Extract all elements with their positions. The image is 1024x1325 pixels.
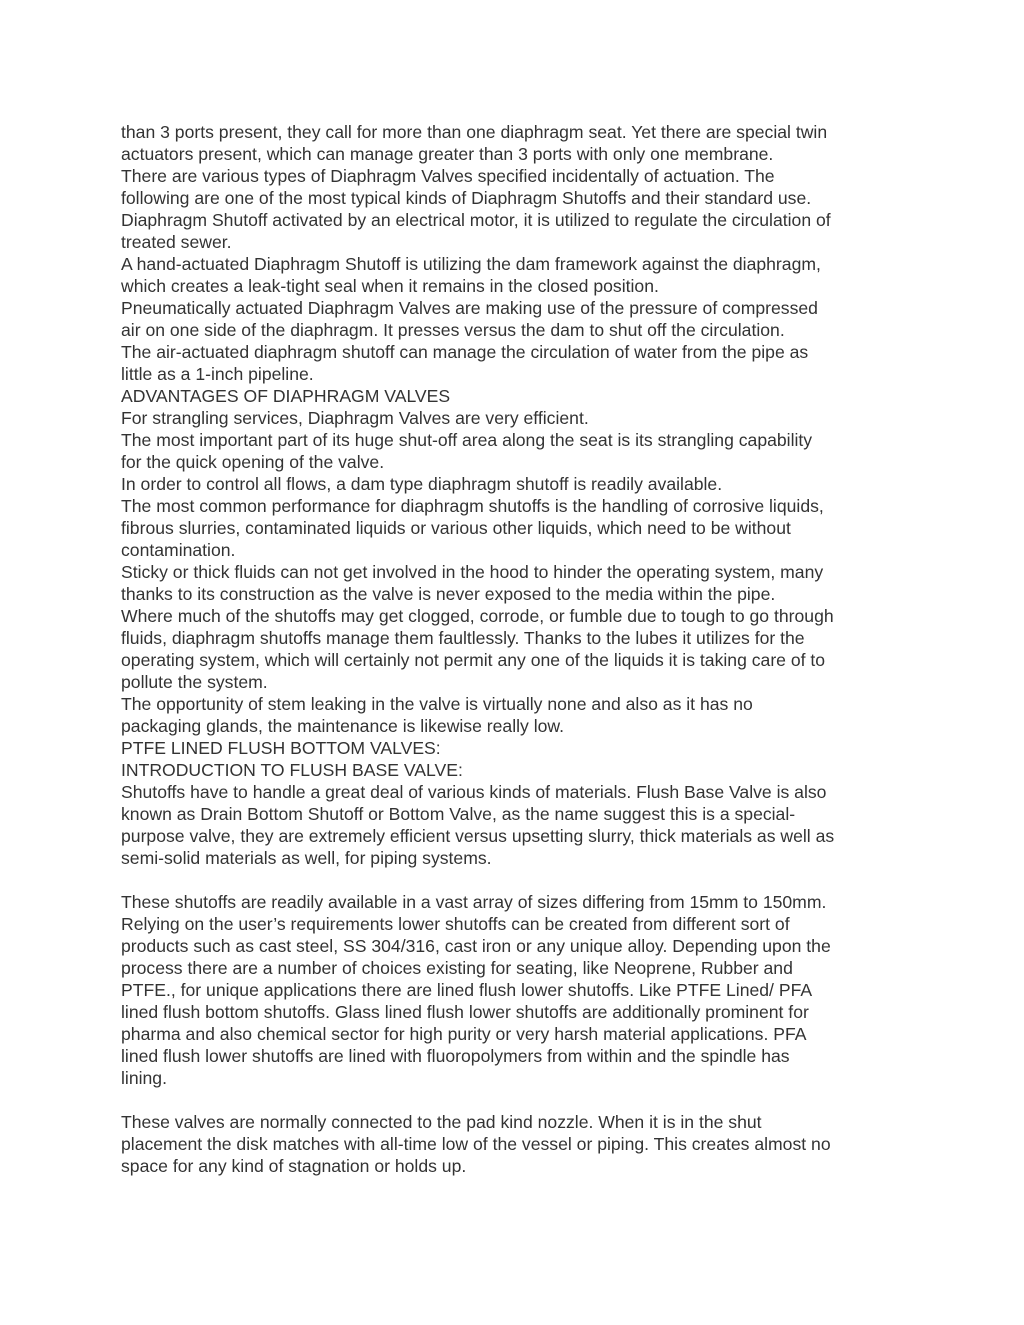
text-line: packaging glands, the maintenance is likewise really low.: [121, 716, 565, 736]
text-line: following are one of the most typical kinds of Diaphragm Shutoffs and their standard use.: [121, 188, 812, 208]
text-line: which creates a leak-tight seal when it remains in the closed position.: [121, 276, 659, 296]
paragraph: [121, 121, 911, 165]
text-line: treated sewer.: [121, 232, 232, 252]
section-heading: [121, 385, 911, 407]
text-line: fluids, diaphragm shutoffs manage them faultlessly. Thanks to the lubes it utilizes for the: [121, 628, 805, 648]
paragraph-spacer: [121, 869, 911, 891]
text-line: A hand-actuated Diaphragm Shutoff is utilizing the dam framework against the diaphragm,: [121, 254, 821, 274]
paragraph: [121, 1111, 911, 1177]
paragraph-spacer: [121, 1089, 911, 1111]
text-line: Relying on the user’s requirements lower shutoffs can be created from different sort of: [121, 914, 790, 934]
text-line: little as a 1-inch pipeline.: [121, 364, 314, 384]
paragraph: [121, 429, 911, 473]
paragraph: [121, 693, 911, 737]
text-line: In order to control all flows, a dam type diaphragm shutoff is readily available.: [121, 474, 723, 494]
text-line: air on one side of the diaphragm. It presses versus the dam to shut off the circulation.: [121, 320, 785, 340]
text-line: Sticky or thick fluids can not get involved in the hood to hinder the operating system, many: [121, 562, 824, 582]
text-line: For strangling services, Diaphragm Valves are very efficient.: [121, 408, 589, 428]
paragraph: [121, 495, 911, 561]
text-line: The opportunity of stem leaking in the valve is virtually none and also as it has no: [121, 694, 753, 714]
heading-text: ADVANTAGES OF DIAPHRAGM VALVES: [121, 386, 451, 406]
text-line: known as Drain Bottom Shutoff or Bottom Valve, as the name suggest this is a special-: [121, 804, 796, 824]
heading-text: PTFE LINED FLUSH BOTTOM VALVES:: [121, 738, 441, 758]
paragraph: [121, 253, 911, 297]
text-line: fibrous slurries, contaminated liquids or various other liquids, which need to be without: [121, 518, 791, 538]
text-line: Where much of the shutoffs may get clogged, corrode, or fumble due to tough to go through: [121, 606, 834, 626]
text-line: purpose valve, they are extremely efficient versus upsetting slurry, thick materials as well as: [121, 826, 835, 846]
section-heading: [121, 759, 911, 781]
text-line: placement the disk matches with all-time low of the vessel or piping. This creates almost no: [121, 1134, 831, 1154]
text-line: contamination.: [121, 540, 236, 560]
text-line: than 3 ports present, they call for more than one diaphragm seat. Yet there are special twin: [121, 122, 828, 142]
text-line: Pneumatically actuated Diaphragm Valves are making use of the pressure of compressed: [121, 298, 818, 318]
text-line: Diaphragm Shutoff activated by an electrical motor, it is utilized to regulate the circulation of: [121, 210, 831, 230]
text-line: products such as cast steel, SS 304/316, cast iron or any unique alloy. Depending upon the: [121, 936, 831, 956]
text-line: Shutoffs have to handle a great deal of various kinds of materials. Flush Base Valve is also: [121, 782, 827, 802]
text-line: process there are a number of choices existing for seating, like Neoprene, Rubber and: [121, 958, 793, 978]
paragraph: [121, 165, 911, 209]
text-line: for the quick opening of the valve.: [121, 452, 385, 472]
text-line: There are various types of Diaphragm Valves specified incidentally of actuation. The: [121, 166, 775, 186]
text-line: These shutoffs are readily available in a vast array of sizes differing from 15mm to 150mm.: [121, 892, 827, 912]
paragraph: [121, 605, 911, 693]
heading-text: INTRODUCTION TO FLUSH BASE VALVE:: [121, 760, 463, 780]
paragraph: [121, 781, 911, 869]
paragraph: [121, 407, 911, 429]
text-line: The air-actuated diaphragm shutoff can manage the circulation of water from the pipe as: [121, 342, 809, 362]
text-line: pharma and also chemical sector for high purity or very harsh material applications. PFA: [121, 1024, 807, 1044]
paragraph: [121, 341, 911, 385]
text-line: operating system, which will certainly not permit any one of the liquids it is taking care of to: [121, 650, 826, 670]
text-line: lined flush lower shutoffs are lined with fluoropolymers from within and the spindle has: [121, 1046, 790, 1066]
text-line: space for any kind of stagnation or holds up.: [121, 1156, 467, 1176]
text-line: semi-solid materials as well, for piping systems.: [121, 848, 492, 868]
text-line: actuators present, which can manage greater than 3 ports with only one membrane.: [121, 144, 774, 164]
text-line: lined flush bottom shutoffs. Glass lined flush lower shutoffs are additionally prominent for: [121, 1002, 809, 1022]
text-line: pollute the system.: [121, 672, 268, 692]
text-line: These valves are normally connected to the pad kind nozzle. When it is in the shut: [121, 1112, 762, 1132]
text-line: lining.: [121, 1068, 167, 1088]
text-line: The most important part of its huge shut-off area along the seat is its strangling capability: [121, 430, 813, 450]
document-page: [121, 121, 911, 1177]
paragraph: [121, 561, 911, 605]
section-heading: [121, 737, 911, 759]
paragraph: [121, 297, 911, 341]
paragraph: [121, 473, 911, 495]
paragraph: [121, 891, 911, 1089]
text-line: The most common performance for diaphragm shutoffs is the handling of corrosive liquids,: [121, 496, 824, 516]
text-line: PTFE., for unique applications there are lined flush lower shutoffs. Like PTFE Lined/ PFA: [121, 980, 813, 1000]
text-line: thanks to its construction as the valve is never exposed to the media within the pipe.: [121, 584, 776, 604]
paragraph: [121, 209, 911, 253]
